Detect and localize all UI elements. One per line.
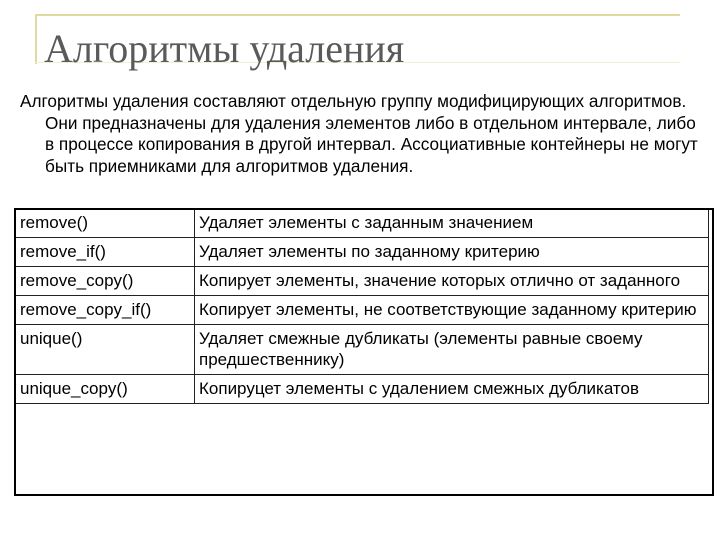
function-name: remove_copy_if()	[16, 296, 195, 325]
title-decor-top-line	[35, 14, 680, 16]
removal-algorithms-table	[15, 208, 709, 404]
function-name: remove()	[16, 209, 195, 238]
title-decor-vertical-line	[35, 14, 37, 64]
function-description: Удаляет смежные дубликаты (элементы равные своему предшественнику)	[195, 325, 709, 375]
function-name: unique_copy()	[16, 375, 195, 404]
function-description: Копирует элементы, значение которых отлично от заданного	[195, 267, 709, 296]
intro-paragraph: Алгоритмы удаления составляют отдельную группу модифицирующих алгоритмов. Они предназначены для удаления элементов либо в отдельном интервале, либо в процессе копирования в другой интервал. Ассоциативные контейнеры не могут быть приемниками для алгоритмов удаления.	[20, 91, 698, 176]
table-row	[16, 375, 709, 404]
function-name: unique()	[16, 325, 195, 375]
function-description: Удаляет элементы с заданным значением	[195, 209, 709, 238]
table-row	[16, 325, 709, 375]
function-description: Копирует элементы, не соответствующие заданному критерию	[195, 296, 709, 325]
table-row	[16, 296, 709, 325]
table-row	[16, 267, 709, 296]
function-description: Удаляет элементы по заданному критерию	[195, 238, 709, 267]
function-name: remove_if()	[16, 238, 195, 267]
function-name: remove_copy()	[16, 267, 195, 296]
table-row	[16, 209, 709, 238]
intro-paragraph-block	[20, 91, 700, 177]
slide-title: Алгоритмы удаления	[44, 26, 405, 71]
table-row	[16, 238, 709, 267]
function-description: Копируцет элементы с удалением смежных дубликатов	[195, 375, 709, 404]
